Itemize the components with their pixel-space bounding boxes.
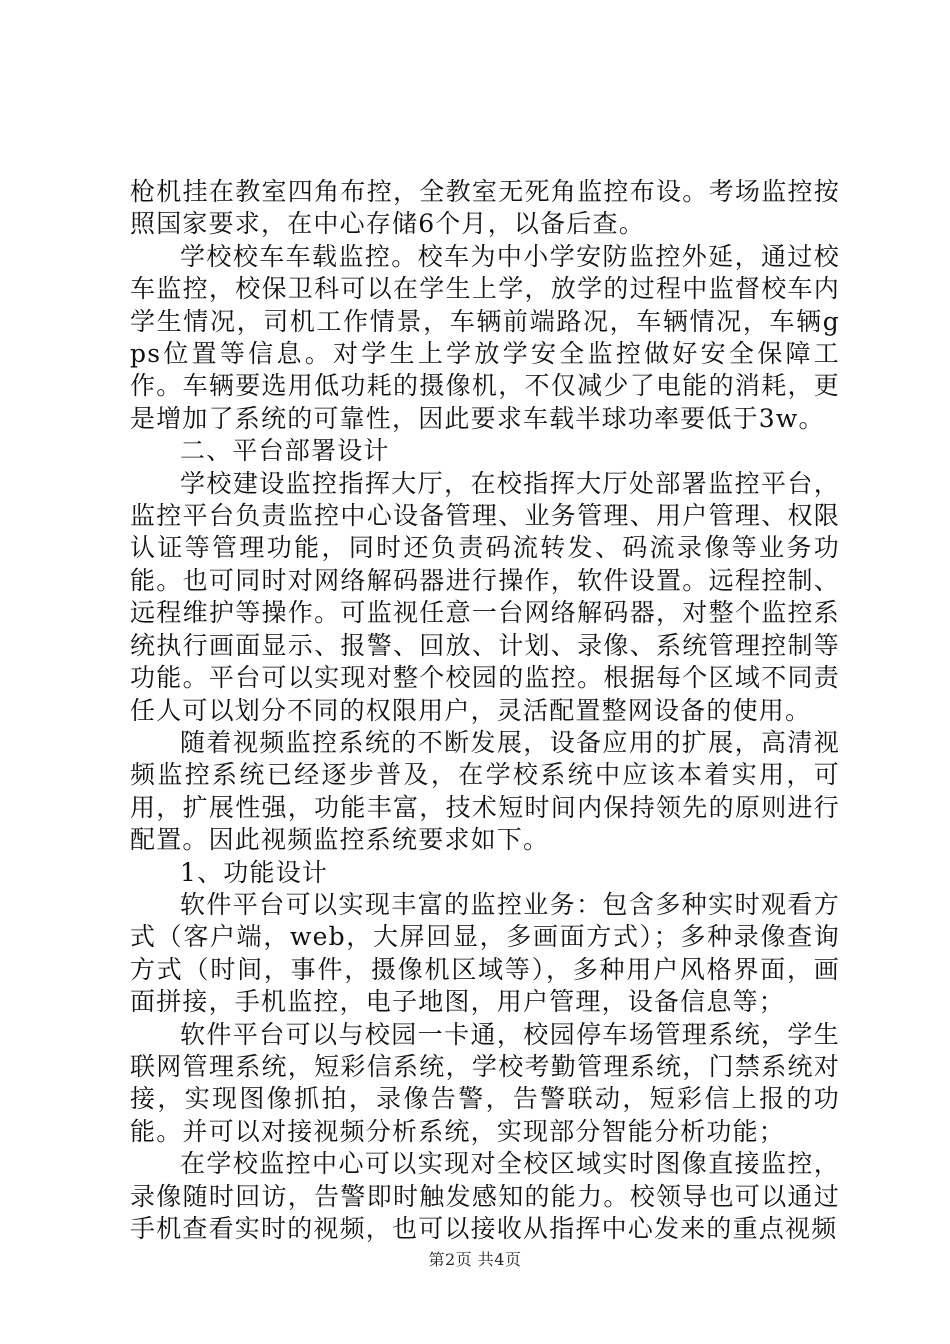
paragraph-command-hall: 学校建设监控指挥大厅，在校指挥大厅处部署监控平台，监控平台负责监控中心设备管理、业务管理、用户管理、权限认证等管理功能，同时还负责码流转发、码流录像等业务功能。也可同时对网络解码器进行操作，软件设置。远程控制、远程维护等操作。可监视任意一台网络解码器，对整个监控系统执行画面显示、报警、回放、计划、录像、系统管理控制等功能。平台可以实现对整个校园的监控。根据每个区域不同责任人可以划分不同的权限用户，灵活配置整网设备的使用。 [130, 468, 840, 725]
paragraph-hd-video-development: 随着视频监控系统的不断发展，设备应用的扩展，高清视频监控系统已经逐步普及，在学校系统中应该本着实用，可用，扩展性强，功能丰富，技术短时间内保持领先的原则进行配置。因此视频监控系统要求如下。 [130, 727, 840, 855]
document-body [130, 176, 840, 1245]
paragraph-software-platform-integration: 软件平台可以与校园一卡通，校园停车场管理系统，学生联网管理系统，短彩信系统，学校考勤管理系统，门禁系统对接，实现图像抓拍，录像告警，告警联动，短彩信上报的功能。并可以对接视频分析系统，实现部分智能分析功能； [130, 1019, 840, 1146]
paragraph-software-platform-services: 软件平台可以实现丰富的监控业务：包含多种实时观看方式（客户端，web，大屏回显，多画面方式）；多种录像查询方式（时间，事件，摄像机区域等），多种用户风格界面，画面拼接，手机监控，电子地图，用户管理，设备信息等； [130, 889, 840, 1017]
paragraph-monitoring-center: 在学校监控中心可以实现对全校区域实时图像直接监控，录像随时回访，告警即时触发感知的能力。校领导也可以通过手机查看实时的视频，也可以接收从指挥中心发来的重点视频 [130, 1149, 840, 1243]
section-heading-function-design: 1、功能设计 [180, 857, 329, 887]
paragraph-continuation: 枪机挂在教室四角布控，全教室无死角监控布设。考场监控按照国家要求，在中心存储6个月，以备后查。 [130, 177, 840, 239]
page-footer: 第2页 共4页 [428, 1250, 522, 1269]
paragraph-school-bus-monitoring: 学校校车车载监控。校车为中小学安防监控外延，通过校车监控，校保卫科可以在学生上学，放学的过程中监督校车内学生情况，司机工作情景，车辆前端路况，车辆情况，车辆gps位置等信息。对学生上学放学安全监控做好安全保障工作。车辆要选用低功耗的摄像机，不仅减少了电能的消耗，更是增加了系统的可靠性，因此要求车载半球功率要低于3w。 [130, 241, 840, 433]
section-heading-platform-deployment: 二、平台部署设计 [180, 436, 390, 466]
